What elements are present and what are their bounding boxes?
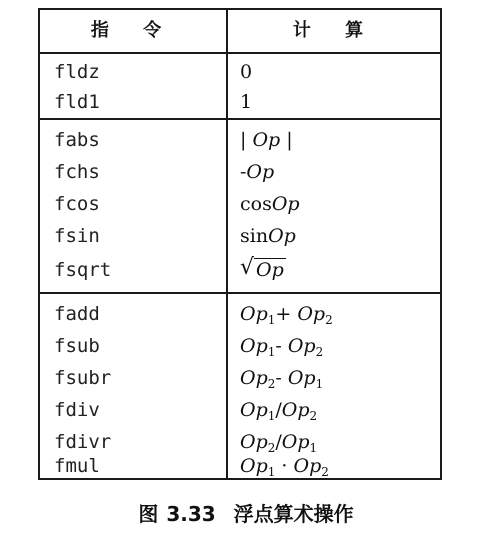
- computation-cell: 0: [240, 61, 253, 83]
- computation-cell: $Op_1+ Op_2$: [240, 303, 333, 327]
- instruction-cell: fsubr: [54, 367, 112, 389]
- computation-cell: cosOp: [240, 193, 300, 215]
- caption-label: 图: [138, 502, 159, 526]
- instruction-cell: fdivr: [54, 431, 112, 453]
- table-row: [40, 298, 440, 330]
- computation-cell: sinOp: [240, 225, 296, 247]
- figure-caption: [0, 498, 492, 527]
- computation-cell: $Op_2-$ $Op_1$: [240, 367, 324, 391]
- table-row: [40, 394, 440, 426]
- table-row: [40, 254, 440, 286]
- caption-number: 3.33: [166, 502, 216, 526]
- header-instruction: 指 令: [90, 20, 176, 41]
- table-row: [40, 56, 440, 88]
- table-row: [40, 124, 440, 156]
- computation-cell: $Op_1 \cdot Op_2$: [240, 455, 329, 479]
- table-row: [40, 450, 440, 482]
- instruction-cell: fsub: [54, 335, 100, 357]
- group-divider-1: [40, 118, 440, 120]
- table-row: [40, 220, 440, 252]
- table-row: [40, 362, 440, 394]
- computation-cell: -Op: [240, 161, 275, 183]
- computation-cell: 1: [240, 91, 253, 113]
- computation-cell: | Op |: [240, 129, 293, 151]
- instruction-cell: fldz: [54, 61, 100, 83]
- caption-title: 浮点算术操作: [233, 502, 354, 526]
- sqrt-symbol: √ Op: [240, 254, 286, 286]
- computation-cell: [240, 254, 286, 286]
- instruction-cell: fcos: [54, 193, 100, 215]
- instruction-cell: fsqrt: [54, 259, 112, 281]
- computation-cell: $Op_1/Op_2$: [240, 399, 318, 423]
- computation-cell: $Op_2/Op_1$: [240, 431, 318, 455]
- instruction-cell: fmul: [54, 455, 100, 477]
- table-row: [40, 86, 440, 118]
- instruction-cell: fabs: [54, 129, 100, 151]
- instruction-cell: fadd: [54, 303, 100, 325]
- instruction-table: [38, 8, 442, 480]
- instruction-cell: fsin: [54, 225, 100, 247]
- header-computation: 计 算: [292, 20, 378, 41]
- table-row: [40, 156, 440, 188]
- group-divider-2: [40, 292, 440, 294]
- computation-cell: $Op_1-$ $Op_2$: [240, 335, 324, 359]
- header-divider: [40, 52, 440, 54]
- table-row: [40, 330, 440, 362]
- instruction-cell: fld1: [54, 91, 100, 113]
- instruction-cell: fchs: [54, 161, 100, 183]
- instruction-cell: fdiv: [54, 399, 100, 421]
- table-row: [40, 188, 440, 220]
